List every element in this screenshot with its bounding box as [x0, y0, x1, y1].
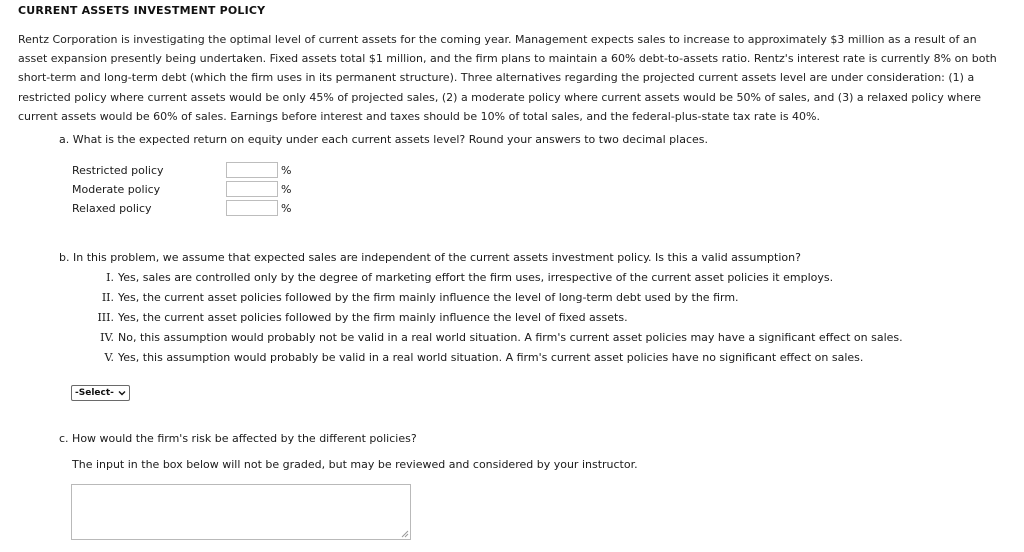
- option-iii: [86, 311, 628, 324]
- resize-grip-icon[interactable]: [400, 529, 409, 538]
- select-value: -Select-: [75, 388, 114, 398]
- problem-intro: Rentz Corporation is investigating the optimal level of current assets for the coming year. Management expects sales to increase to approximately $3 million as a result of an asset expansion presently being undertaken. Fixed assets total $1 million, and the firm plans to maintain a 60% debt-to-assets ratio. Rentz's interest rate is currently 8% on both short-term and long-term debt (which the firm uses in its permanent structure). Three alternatives regarding the projected current assets level are under consideration: (1) a restricted policy where current assets would be only 45% of projected sales, (2) a moderate policy where current assets would be 50% of sales, and (3) a relaxed policy where current assets would be 60% of sales. Earnings before interest and taxes should be 10% of total sales, and the federal-plus-state tax rate is 40%.: [18, 33, 997, 123]
- option-numeral: III.: [97, 311, 114, 324]
- option-text: Yes, the current asset policies followed by the firm mainly influence the level of long-term debt used by the firm.: [118, 291, 739, 304]
- question-a: a. What is the expected return on equity under each current assets level? Round your answers to two decimal places.: [59, 133, 708, 146]
- option-v: [86, 351, 863, 364]
- option-ii: [86, 291, 739, 304]
- moderate-percent-unit: %: [281, 183, 292, 196]
- row-label-restricted: Restricted policy: [72, 164, 164, 177]
- restricted-percent-unit: %: [281, 164, 292, 177]
- relaxed-policy-input[interactable]: [226, 200, 278, 216]
- option-text: No, this assumption would probably not be valid in a real world situation. A firm's current asset policies may have a significant effect on sales.: [118, 331, 903, 344]
- moderate-policy-input[interactable]: [226, 181, 278, 197]
- option-iv: [86, 331, 903, 344]
- option-i: [86, 271, 833, 284]
- row-label-relaxed: Relaxed policy: [72, 202, 152, 215]
- question-b: b. In this problem, we assume that expected sales are independent of the current assets investment policy. Is this a valid assumption?: [59, 251, 801, 264]
- row-label-moderate: Moderate policy: [72, 183, 161, 196]
- option-numeral: IV.: [100, 331, 114, 344]
- relaxed-percent-unit: %: [281, 202, 292, 215]
- option-text: Yes, the current asset policies followed by the firm mainly influence the level of fixed assets.: [118, 311, 628, 324]
- option-numeral: II.: [101, 291, 114, 304]
- option-numeral: V.: [104, 351, 114, 364]
- option-numeral: I.: [106, 271, 114, 284]
- option-text: Yes, sales are controlled only by the degree of marketing effort the firm uses, irrespective of the current asset policies it employs.: [118, 271, 834, 284]
- chevron-down-icon: [118, 389, 126, 397]
- page-title: CURRENT ASSETS INVESTMENT POLICY: [18, 4, 266, 17]
- question-c: c. How would the firm's risk be affected by the different policies?: [59, 432, 417, 445]
- option-text: Yes, this assumption would probably be valid in a real world situation. A firm's current asset policies have no significant effect on sales.: [118, 351, 864, 364]
- restricted-policy-input[interactable]: [226, 162, 278, 178]
- answer-select[interactable]: [71, 385, 130, 401]
- ungraded-note: The input in the box below will not be graded, but may be reviewed and considered by your instructor.: [72, 458, 638, 471]
- risk-answer-textarea[interactable]: [71, 484, 411, 540]
